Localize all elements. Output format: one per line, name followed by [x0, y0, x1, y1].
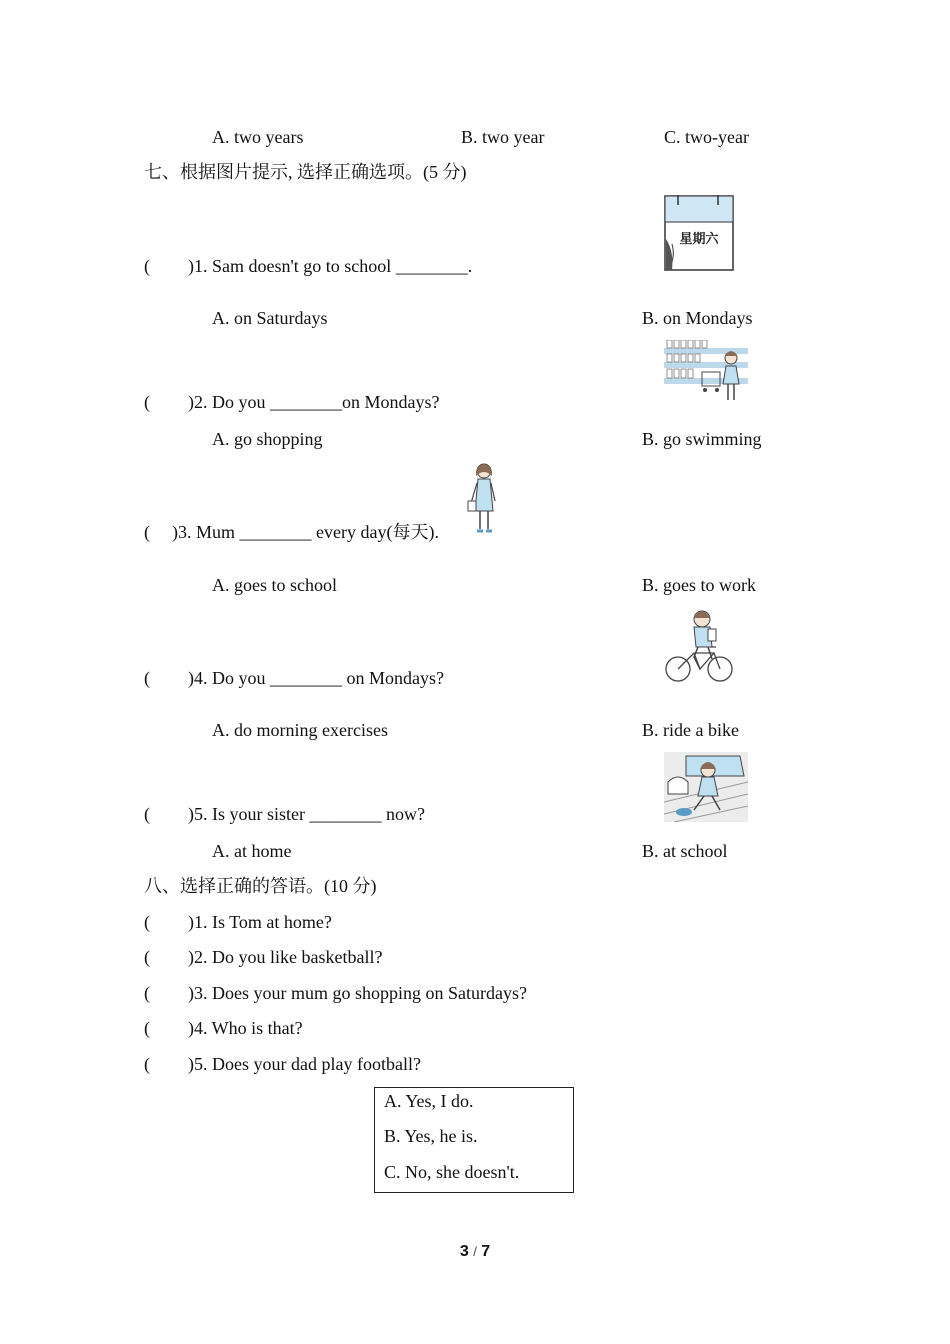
answer-b: B. Yes, he is. — [384, 1126, 478, 1146]
q7-1-stem: )1. Sam doesn't go to school ________. — [188, 256, 473, 276]
page-current: 3 — [459, 1243, 469, 1260]
q7-5-stem: )5. Is your sister ________ now? — [188, 804, 425, 824]
q7-5-option-b: B. at school — [642, 841, 728, 861]
boy-riding-bike-picture — [664, 607, 736, 683]
prev-option-a: A. two years — [212, 127, 304, 147]
q8-3-stem: )3. Does your mum go shopping on Saturdays? — [188, 983, 527, 1003]
woman-with-bag-picture — [467, 461, 501, 537]
q8-5-stem: )5. Does your dad play football? — [188, 1054, 421, 1074]
q7-5-option-a: A. at home — [212, 841, 292, 861]
q7-4-option-b: B. ride a bike — [642, 720, 739, 740]
section7-heading: 七、根据图片提示, 选择正确选项。(5 分) — [144, 162, 467, 182]
page-number — [0, 1243, 950, 1261]
q7-2-option-a: A. go shopping — [212, 429, 323, 449]
q8-4-stem: )4. Who is that? — [188, 1018, 303, 1038]
q7-3-option-a: A. goes to school — [212, 575, 337, 595]
q8-1-stem: )1. Is Tom at home? — [188, 912, 332, 932]
q7-1-option-b: B. on Mondays — [642, 308, 753, 328]
q7-2-paren[interactable]: ( — [144, 392, 150, 412]
answer-c: C. No, she doesn't. — [384, 1162, 520, 1182]
q8-1-paren[interactable]: ( — [144, 912, 150, 932]
q7-2-stem: )2. Do you ________on Mondays? — [188, 392, 440, 412]
q7-4-paren[interactable]: ( — [144, 668, 150, 688]
page-total: 7 — [481, 1243, 491, 1260]
q8-2-paren[interactable]: ( — [144, 947, 150, 967]
prev-option-c: C. two-year — [664, 127, 749, 147]
prev-option-b: B. two year — [461, 127, 545, 147]
q7-3-stem: )3. Mum ________ every day(每天). — [172, 522, 439, 542]
q7-4-option-a: A. do morning exercises — [212, 720, 388, 740]
q8-3-paren[interactable]: ( — [144, 983, 150, 1003]
q8-2-stem: )2. Do you like basketball? — [188, 947, 383, 967]
q7-4-stem: )4. Do you ________ on Mondays? — [188, 668, 444, 688]
calendar-day-text: 星期六 — [679, 232, 719, 247]
q7-1-option-a: A. on Saturdays — [212, 308, 328, 328]
answer-choices-box — [374, 1087, 574, 1193]
shopping-picture — [664, 340, 748, 406]
q7-3-option-b: B. goes to work — [642, 575, 756, 595]
q7-1-paren[interactable]: ( — [144, 256, 150, 276]
q7-5-paren[interactable]: ( — [144, 804, 150, 824]
section8-heading: 八、选择正确的答语。(10 分) — [144, 876, 377, 896]
q8-4-paren[interactable]: ( — [144, 1018, 150, 1038]
q8-5-paren[interactable]: ( — [144, 1054, 150, 1074]
answer-a: A. Yes, I do. — [384, 1091, 474, 1111]
page-separator: / — [473, 1244, 477, 1259]
q7-2-option-b: B. go swimming — [642, 429, 762, 449]
girl-at-home-picture — [664, 752, 748, 822]
q7-3-paren[interactable]: ( — [144, 522, 150, 542]
calendar-saturday-picture — [664, 195, 734, 271]
